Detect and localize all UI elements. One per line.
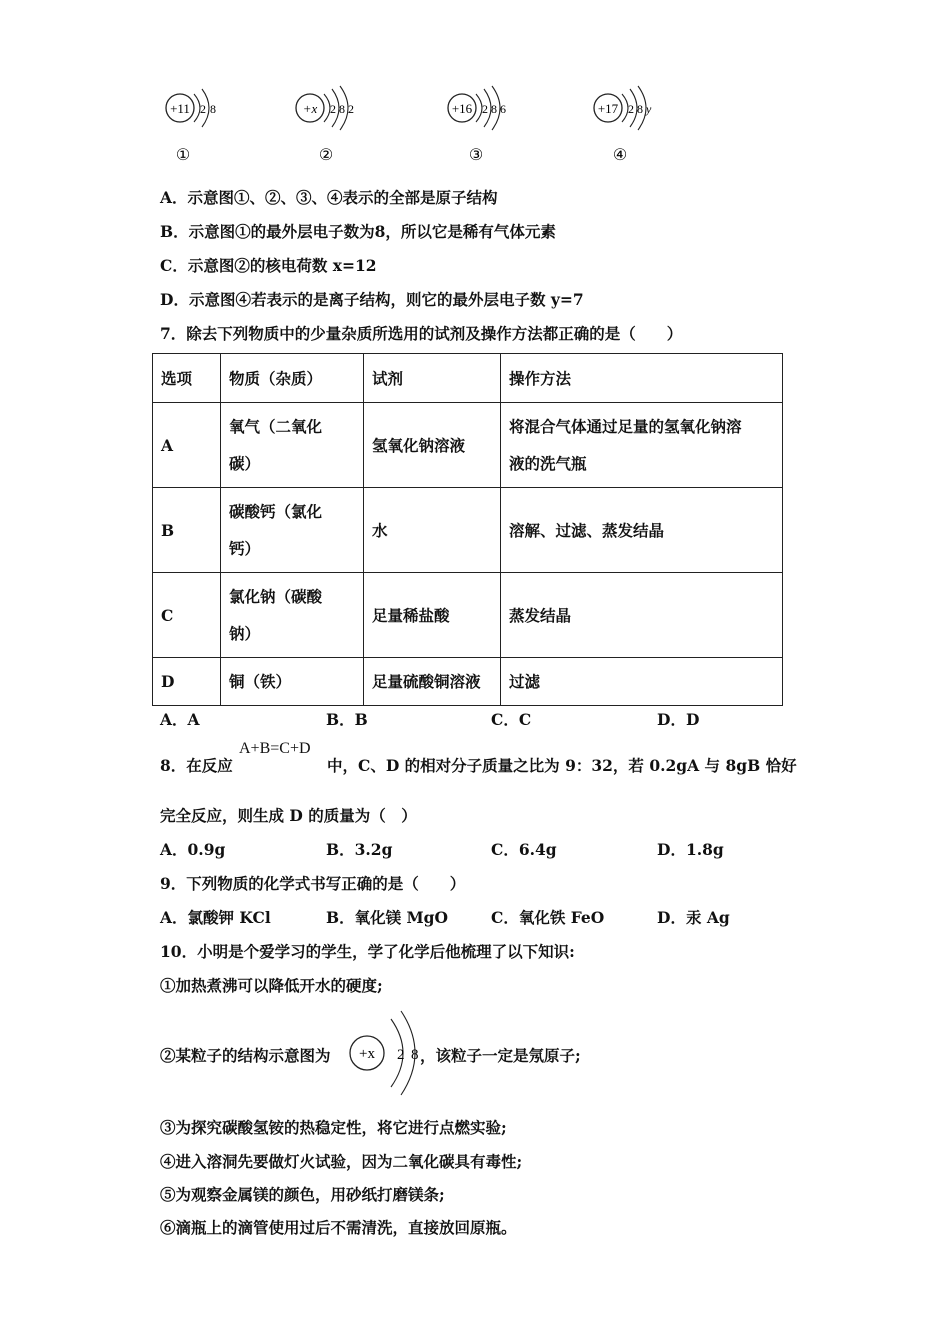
answer-option: D．汞 Ag <box>657 908 730 927</box>
answer-option: B．B <box>326 710 368 729</box>
diagram-label: ③ <box>468 147 484 164</box>
shell-count: 2 <box>628 102 634 116</box>
q10-item-5: ⑤为观察金属镁的颜色，用砂纸打磨镁条; <box>160 1185 445 1204</box>
substance-cell: 碳酸钙（氯化 钙） <box>221 488 364 573</box>
atom-diagrams <box>150 78 690 170</box>
atom-diagram-3 <box>448 86 506 164</box>
q8-suffix: 中，C、D 的相对分子质量之比为 9：32，若 0.2gA 与 8gB 恰好 <box>327 756 797 775</box>
table-row <box>153 658 783 706</box>
method-cell: 溶解、过滤、蒸发结晶 <box>501 488 783 573</box>
shell-count: 2 <box>200 102 206 116</box>
atom-diagram-4 <box>594 86 652 164</box>
substance-cell: 氯化钠（碳酸 钠） <box>221 573 364 658</box>
answer-option: D．D <box>657 710 700 729</box>
shell-count: 8 <box>491 102 497 116</box>
q8-prefix: 8．在反应 <box>160 756 233 775</box>
answer-option: C．氧化铁 FeO <box>491 908 605 927</box>
q10-item-3: ③为探究碳酸氢铵的热稳定性，将它进行点燃实验; <box>160 1118 507 1137</box>
answer-option: A．A <box>160 710 200 729</box>
q6-option-b: B．示意图①的最外层电子数为8，所以它是稀有气体元素 <box>160 222 556 241</box>
header-cell: 选项 <box>153 354 221 403</box>
answer-option: D．1.8g <box>657 840 724 859</box>
shell-count: 2 <box>330 102 336 116</box>
shell-count: 8 <box>637 102 643 116</box>
substance-cell: 铜（铁） <box>221 658 364 706</box>
q9-stem: 9．下列物质的化学式书写正确的是（ ） <box>160 874 466 893</box>
answer-option: B．氧化镁 MgO <box>326 908 448 927</box>
option-cell: D <box>153 658 221 706</box>
option-cell: B <box>153 488 221 573</box>
q7-stem: 7．除去下列物质中的少量杂质所选用的试剂及操作方法都正确的是（ ） <box>160 324 683 343</box>
atom-diagram-1 <box>166 89 216 164</box>
answer-option: C．C <box>491 710 532 729</box>
answer-option: A．0.9g <box>160 840 226 859</box>
method-cell: 过滤 <box>501 658 783 706</box>
table-row <box>153 488 783 573</box>
header-cell: 试剂 <box>364 354 501 403</box>
table-header-row <box>153 354 783 403</box>
nucleus-label: +x <box>302 101 318 116</box>
reagent-cell: 水 <box>364 488 501 573</box>
option-cell: A <box>153 403 221 488</box>
q8-equation: A+B=C+D <box>239 740 311 757</box>
q10-atom-diagram <box>346 1008 424 1098</box>
substance-cell: 氧气（二氧化 碳） <box>221 403 364 488</box>
shell-count: 2 <box>397 1047 405 1063</box>
atom-diagram-2 <box>296 86 354 164</box>
q8-line2: 完全反应，则生成 D 的质量为（ ） <box>160 806 417 825</box>
reagent-cell: 足量硫酸铜溶液 <box>364 658 501 706</box>
nucleus-label: +17 <box>597 101 619 116</box>
q10-item-4: ④进入溶洞先要做灯火试验，因为二氧化碳具有毒性; <box>160 1152 523 1171</box>
diagram-label: ② <box>318 147 334 164</box>
shell-count: y <box>646 102 652 116</box>
q10-item-1: ①加热煮沸可以降低开水的硬度; <box>160 976 383 995</box>
shell-count: 6 <box>500 102 506 116</box>
q10-item-2-prefix: ②某粒子的结构示意图为 <box>160 1046 331 1065</box>
q7-table <box>152 353 783 706</box>
q6-option-c: C．示意图②的核电荷数 x=12 <box>160 256 377 275</box>
answer-option: B．3.2g <box>326 840 393 859</box>
option-cell: C <box>153 573 221 658</box>
method-cell: 蒸发结晶 <box>501 573 783 658</box>
shell-count: 2 <box>348 102 354 116</box>
shell-count: 8 <box>411 1047 419 1063</box>
header-cell: 物质（杂质） <box>221 354 364 403</box>
header-cell: 操作方法 <box>501 354 783 403</box>
diagram-label: ① <box>175 147 191 164</box>
shell-count: 8 <box>339 102 345 116</box>
diagram-label: ④ <box>612 147 628 164</box>
nucleus-label: +16 <box>451 101 473 116</box>
nucleus-label: +11 <box>170 101 190 116</box>
q10-item-2-suffix: ，该粒子一定是氖原子; <box>420 1046 581 1065</box>
answer-option: C．6.4g <box>491 840 557 859</box>
shell-count: 8 <box>210 102 216 116</box>
answer-option: A．氯酸钾 KCl <box>160 908 271 927</box>
method-cell: 将混合气体通过足量的氢氧化钠溶 液的洗气瓶 <box>501 403 783 488</box>
q6-option-d: D．示意图④若表示的是离子结构，则它的最外层电子数 y=7 <box>160 290 584 309</box>
table-row <box>153 573 783 658</box>
q10-item-6: ⑥滴瓶上的滴管使用过后不需清洗，直接放回原瓶。 <box>160 1218 517 1237</box>
nucleus-label: +x <box>359 1046 375 1062</box>
shell-count: 2 <box>482 102 488 116</box>
q6-option-a: A．示意图①、②、③、④表示的全部是原子结构 <box>160 188 498 207</box>
q10-stem: 10．小明是个爱学习的学生，学了化学后他梳理了以下知识: <box>160 942 575 961</box>
table-row <box>153 403 783 488</box>
reagent-cell: 足量稀盐酸 <box>364 573 501 658</box>
reagent-cell: 氢氧化钠溶液 <box>364 403 501 488</box>
